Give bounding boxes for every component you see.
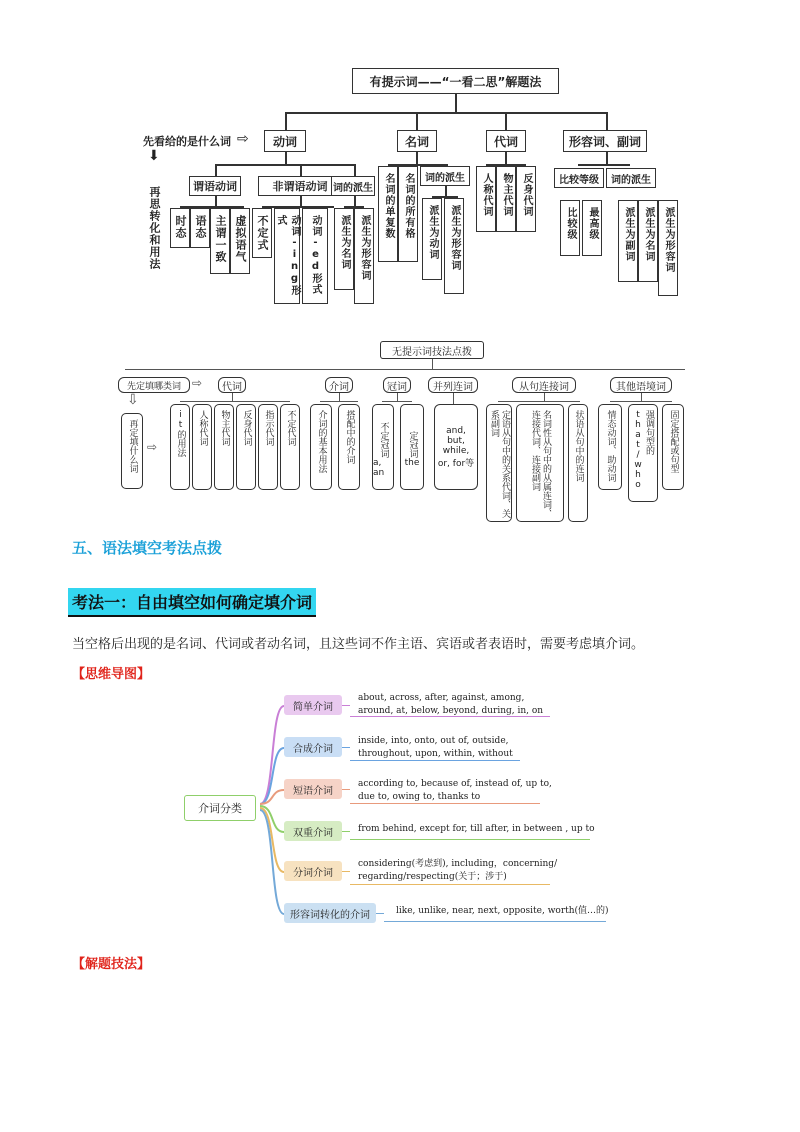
branch-adjective-text1: like, unlike, near, next, opposite, worth(值…的) bbox=[396, 906, 609, 916]
cat-coordinating-conj: 并列连词 bbox=[428, 377, 478, 393]
leaf2-reflexive: 反身代词 bbox=[241, 410, 252, 446]
connector-simple bbox=[260, 706, 284, 804]
diagram2-title: 无提示词技法点拨 bbox=[380, 341, 484, 359]
jieti-label: 【解题技法】 bbox=[72, 957, 151, 972]
leaf-indefinite-article-words: a, an bbox=[373, 457, 385, 478]
category-adj-adv: 形容词、副词 bbox=[563, 130, 647, 152]
branch-compound-text2: throughout, upon, within, without bbox=[358, 749, 513, 759]
leaf-fixed-phrase: 固定搭配或句型 bbox=[668, 410, 679, 473]
leaf2-indefinite: 不定代词 bbox=[285, 410, 296, 446]
leaf-noun-possessive: 名词的所有格 bbox=[403, 173, 414, 239]
leaf-emphasis-that-who: 强调句型的that/who bbox=[633, 410, 654, 490]
leaf-agreement: 主谓一致 bbox=[214, 215, 227, 263]
leaf-derive-adj: 派生为形容词 bbox=[359, 215, 370, 281]
leaf-infinitive: 不定式 bbox=[256, 215, 269, 251]
mindmap-label: 【思维导图】 bbox=[72, 667, 151, 682]
arrow-right-icon: ⇨ bbox=[237, 131, 249, 147]
first-decide-label: 先定填哪类词 bbox=[118, 377, 190, 393]
leaf-relative-clause: 定语从句中的关系代词、关系副词 bbox=[489, 410, 510, 518]
leaf2-demonstrative: 指示代词 bbox=[263, 410, 274, 446]
leaf-noun-clause: 名词性从句中的从属连词、连接代词、连接副词 bbox=[530, 410, 551, 518]
leaf2-personal: 人称代词 bbox=[197, 410, 208, 446]
branch-simple: 简单介词 bbox=[284, 695, 342, 715]
leaf-personal-pronoun: 人称代词 bbox=[481, 173, 492, 217]
category-verb: 动词 bbox=[264, 130, 306, 152]
leaf-noun-plural: 名词的单复数 bbox=[383, 173, 394, 239]
verb-sub-predicate: 谓语动词 bbox=[189, 176, 241, 196]
cat-pronoun: 代词 bbox=[218, 377, 246, 393]
leaf-prep-collocation: 搭配中的介词 bbox=[344, 410, 355, 464]
leaf-prep-basic: 介词的基本用法 bbox=[316, 410, 327, 473]
leaf-modal-auxiliary: 情态动词、助动词 bbox=[605, 410, 616, 482]
arrow-down-icon: ⬇ bbox=[148, 148, 160, 164]
leaf2-possessive: 物主代词 bbox=[219, 410, 230, 446]
then-decide-label: 再定填什么词 bbox=[127, 419, 138, 473]
leaf-indefinite-article: 不定冠词 bbox=[378, 421, 389, 458]
cat-article: 冠词 bbox=[383, 377, 411, 393]
noun-sub-derivation: 词的派生 bbox=[420, 166, 470, 186]
branch-participle: 分词介词 bbox=[284, 861, 342, 881]
diagram1-title: 有提示词——“一看二思”解题法 bbox=[352, 68, 559, 94]
branch-participle-text1: considering(考虑到), including，concerning/ bbox=[358, 859, 558, 869]
leaf-adj-derive-adj: 派生为形容词 bbox=[663, 207, 674, 273]
leaf-coord-conj-list: and, but, while, or, for等 bbox=[434, 404, 478, 490]
branch-compound: 合成介词 bbox=[284, 737, 342, 757]
branch-compound-text1: inside, into, onto, out of, outside, bbox=[358, 736, 509, 746]
connector-adjective bbox=[260, 810, 284, 914]
leaf-ing-form: 动词-ing形式 bbox=[275, 215, 300, 296]
leaf-noun-derive-adj: 派生为形容词 bbox=[449, 205, 460, 271]
arrow-down-icon: ⇩ bbox=[127, 392, 139, 408]
leaf-comparative: 比较级 bbox=[565, 207, 576, 240]
branch-simple-text2: around, at, below, beyond, during, in, on bbox=[358, 706, 544, 716]
branch-double-text1: from behind, except for, till after, in between , up to bbox=[358, 824, 595, 834]
verb-sub-derivation: 词的派生 bbox=[331, 176, 375, 196]
branch-phrasal-text2: due to, owing to, thanks to bbox=[358, 792, 481, 802]
branch-phrasal-text1: according to, because of, instead of, up to, bbox=[358, 779, 552, 789]
leaf-subjunctive: 虚拟语气 bbox=[234, 215, 247, 263]
branch-adjective: 形容词转化的介词 bbox=[284, 903, 376, 923]
leaf-derive-adverb: 派生为副词 bbox=[623, 207, 634, 262]
leaf-definite-article-word: the bbox=[404, 458, 420, 468]
adj-sub-derivation: 词的派生 bbox=[606, 168, 656, 188]
cat-preposition: 介词 bbox=[325, 377, 353, 393]
category-pronoun: 代词 bbox=[486, 130, 526, 152]
cat-other-context: 其他语境词 bbox=[610, 377, 672, 393]
section-title: 五、语法填空考法点拨 bbox=[72, 539, 223, 557]
mindmap-root: 介词分类 bbox=[184, 795, 256, 821]
leaf-derive-noun: 派生为名词 bbox=[339, 215, 350, 270]
intro-paragraph: 当空格后出现的是名词、代词或者动名词，且这些词不作主语、宾语或者表语时，需要考虑填介词。 bbox=[72, 637, 645, 652]
leaf-it-usage: it的用法 bbox=[175, 410, 186, 457]
leaf-noun-derive-verb: 派生为动词 bbox=[427, 205, 438, 260]
leaf-adverbial-clause: 状语从句中的连词 bbox=[573, 410, 584, 482]
leaf-definite-article: 定冠词 bbox=[407, 431, 418, 458]
adj-sub-comparison: 比较等级 bbox=[554, 168, 604, 188]
leaf-tense: 时态 bbox=[174, 215, 187, 239]
leaf-ed-form: 动词-ed形式 bbox=[310, 215, 321, 295]
branch-simple-text1: about, across, after, against, among, bbox=[358, 693, 525, 703]
leaf-adj-derive-noun: 派生为名词 bbox=[643, 207, 654, 262]
branch-phrasal: 短语介词 bbox=[284, 779, 342, 799]
first-look-label: 先看给的是什么词 bbox=[143, 135, 231, 148]
arrow-right-icon: ⇨ bbox=[192, 376, 203, 390]
leaf-voice: 语态 bbox=[194, 215, 207, 239]
rethink-label: 再思转化和用法 bbox=[148, 186, 161, 270]
branch-participle-text2: regarding/respecting(关于；涉于) bbox=[358, 872, 507, 882]
leaf-superlative: 最高级 bbox=[587, 207, 598, 240]
arrow-right-icon: ⇨ bbox=[147, 440, 158, 454]
leaf-reflexive-pronoun: 反身代词 bbox=[521, 173, 532, 217]
kaofa-title: 考法一：自由填空如何确定填介词 bbox=[68, 588, 316, 617]
category-noun: 名词 bbox=[397, 130, 437, 152]
cat-clause-connector: 从句连接词 bbox=[512, 377, 576, 393]
verb-sub-nonfinite: 非谓语动词 bbox=[258, 176, 342, 196]
leaf-possessive-pronoun: 物主代词 bbox=[501, 173, 512, 217]
branch-double: 双重介词 bbox=[284, 821, 342, 841]
